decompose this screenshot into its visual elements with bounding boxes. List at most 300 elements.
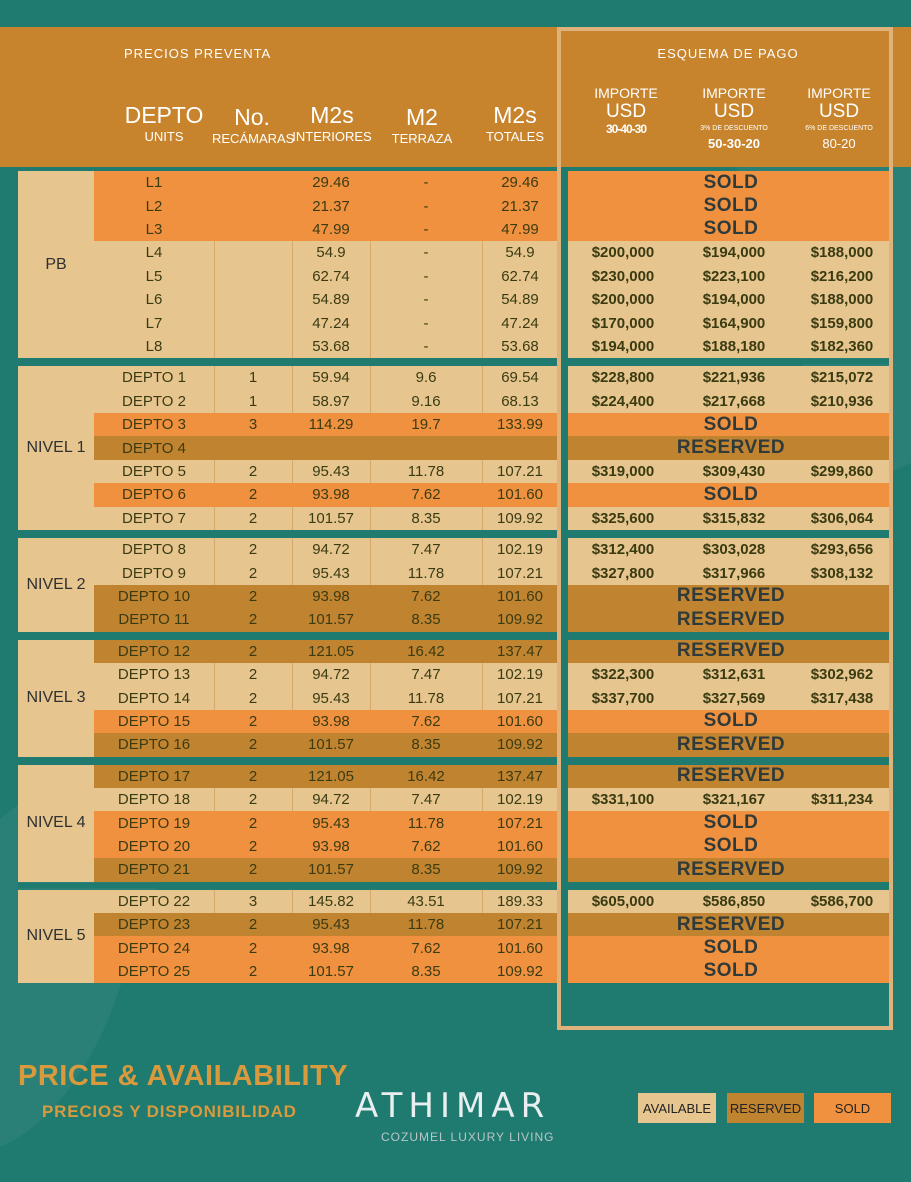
interior-m2: 29.46 <box>312 174 350 192</box>
column-divider <box>482 460 483 483</box>
interior-m2: 93.98 <box>312 837 350 855</box>
terrace-m2: - <box>423 197 429 215</box>
interior-m2: 101.57 <box>308 509 354 527</box>
column-divider <box>214 335 215 358</box>
price-30-40-30: $322,300 <box>591 666 655 684</box>
bedrooms-count: 1 <box>248 392 258 410</box>
col-p2-mid: USD <box>713 101 755 122</box>
bedrooms-count <box>214 241 292 264</box>
interior-m2: 95.43 <box>312 916 350 934</box>
bedrooms-count: 2 <box>248 791 258 809</box>
table-row <box>18 890 892 913</box>
level-label: NIVEL 1 <box>18 366 94 530</box>
price-50-30-20: $194,000 <box>702 291 766 309</box>
unit-name: DEPTO 15 <box>117 712 191 730</box>
total-m2: 21.37 <box>501 197 539 215</box>
terrace-m2: 11.78 <box>407 564 445 582</box>
status-label: SOLD <box>703 937 759 959</box>
total-m2: 54.9 <box>505 244 535 262</box>
table-row <box>18 733 892 756</box>
interior-m2: 145.82 <box>308 892 354 910</box>
unit-name: L1 <box>145 174 163 192</box>
price-50-30-20: $309,430 <box>702 462 766 480</box>
terrace-m2: 7.47 <box>411 666 441 684</box>
column-divider <box>370 686 371 709</box>
interior-m2: 94.72 <box>312 791 350 809</box>
unit-name: DEPTO 20 <box>117 837 191 855</box>
total-m2 <box>482 436 558 459</box>
status-label: RESERVED <box>676 640 786 662</box>
interior-m2: 62.74 <box>312 267 350 285</box>
interior-m2: 54.89 <box>312 291 350 309</box>
legend-reserved: RESERVED <box>727 1093 804 1123</box>
interior-m2 <box>292 436 370 459</box>
total-m2: 101.60 <box>497 587 543 605</box>
price-30-40-30: $200,000 <box>591 291 655 309</box>
total-m2: 109.92 <box>497 861 543 879</box>
interior-m2: 93.98 <box>312 486 350 504</box>
table-row <box>18 765 892 788</box>
terrace-m2: 19.7 <box>411 416 441 434</box>
price-availability-title: PRICE & AVAILABILITY <box>18 1060 349 1092</box>
table-row <box>18 538 892 561</box>
athimar-tagline: COZUMEL LUXURY LIVING <box>381 1130 555 1144</box>
column-divider <box>214 663 215 686</box>
total-m2: 102.19 <box>497 666 543 684</box>
column-divider <box>370 890 371 913</box>
col-ter-sub: TERRAZA <box>391 131 453 146</box>
price-80-20: $586,700 <box>810 892 874 910</box>
total-m2: 47.24 <box>501 314 539 332</box>
terrace-m2: 8.35 <box>411 509 441 527</box>
price-80-20: $210,936 <box>810 392 874 410</box>
table-row <box>18 710 892 733</box>
bedrooms-count <box>214 171 292 194</box>
total-m2: 102.19 <box>497 791 543 809</box>
total-m2: 68.13 <box>501 392 539 410</box>
price-50-30-20: $221,936 <box>702 369 766 387</box>
interior-m2: 95.43 <box>312 689 350 707</box>
price-30-40-30: $194,000 <box>591 337 655 355</box>
level-label: NIVEL 3 <box>18 640 94 757</box>
terrace-m2: 8.35 <box>411 736 441 754</box>
terrace-m2: 7.62 <box>411 486 441 504</box>
column-divider <box>482 390 483 413</box>
total-m2: 101.60 <box>497 837 543 855</box>
price-80-20: $182,360 <box>810 337 874 355</box>
unit-name: DEPTO 14 <box>117 689 191 707</box>
unit-name: DEPTO 17 <box>117 767 191 785</box>
price-50-30-20: $327,569 <box>702 689 766 707</box>
column-divider <box>370 538 371 561</box>
bedrooms-count: 2 <box>248 689 258 707</box>
interior-m2: 59.94 <box>312 369 350 387</box>
bedrooms-count: 2 <box>248 939 258 957</box>
column-divider <box>482 686 483 709</box>
terrace-m2: - <box>423 314 429 332</box>
interior-m2: 47.24 <box>312 314 350 332</box>
table-row <box>18 460 892 483</box>
legend-sold: SOLD <box>814 1093 891 1123</box>
table-row <box>18 788 892 811</box>
terrace-m2: 8.35 <box>411 962 441 980</box>
level-label: PB <box>18 171 94 358</box>
total-m2: 101.60 <box>497 486 543 504</box>
status-label: RESERVED <box>676 913 786 935</box>
column-divider <box>292 241 293 264</box>
status-label: SOLD <box>703 483 759 505</box>
interior-m2: 58.97 <box>312 392 350 410</box>
bedrooms-count <box>214 335 292 358</box>
bedrooms-count <box>214 288 292 311</box>
price-80-20: $308,132 <box>810 564 874 582</box>
terrace-m2: - <box>423 174 429 192</box>
interior-m2: 101.57 <box>308 962 354 980</box>
column-divider <box>292 311 293 334</box>
column-divider <box>370 390 371 413</box>
price-50-30-20: $312,631 <box>702 666 766 684</box>
status-label: SOLD <box>703 960 759 982</box>
total-m2: 101.60 <box>497 939 543 957</box>
precios-disponibilidad-subtitle: PRECIOS Y DISPONIBILIDAD <box>42 1102 297 1121</box>
status-label: RESERVED <box>676 858 786 880</box>
total-m2: 47.99 <box>501 220 539 238</box>
terrace-m2: 16.42 <box>407 767 445 785</box>
price-30-40-30: $327,800 <box>591 564 655 582</box>
table-row <box>18 413 892 436</box>
level-separator <box>18 883 892 888</box>
total-m2: 54.89 <box>501 291 539 309</box>
table-row <box>18 390 892 413</box>
table-row <box>18 936 892 959</box>
terrace-m2: 7.47 <box>411 541 441 559</box>
column-divider <box>292 366 293 389</box>
table-row <box>18 366 892 389</box>
col-p3-top: IMPORTE <box>807 85 871 101</box>
unit-name: DEPTO 2 <box>122 392 186 410</box>
col-p3-mid: USD <box>818 101 860 122</box>
unit-name: DEPTO 8 <box>122 541 186 559</box>
interior-m2: 53.68 <box>312 337 350 355</box>
bedrooms-count: 2 <box>248 462 258 480</box>
terrace-m2: 8.35 <box>411 861 441 879</box>
column-divider <box>292 507 293 530</box>
unit-name: DEPTO 18 <box>117 791 191 809</box>
total-m2: 53.68 <box>501 337 539 355</box>
column-divider <box>292 890 293 913</box>
interior-m2: 47.99 <box>312 220 350 238</box>
price-80-20: $188,000 <box>810 291 874 309</box>
terrace-m2: - <box>423 267 429 285</box>
price-50-30-20: $317,966 <box>702 564 766 582</box>
price-80-20: $317,438 <box>810 689 874 707</box>
column-divider <box>370 265 371 288</box>
column-divider <box>482 366 483 389</box>
column-divider <box>214 561 215 584</box>
table-row <box>18 960 892 983</box>
interior-m2: 54.9 <box>316 244 346 262</box>
col-rec-header <box>212 104 295 146</box>
bedrooms-count: 2 <box>248 736 258 754</box>
terrace-m2: - <box>423 291 429 309</box>
interior-m2: 95.43 <box>312 462 350 480</box>
unit-name: DEPTO 4 <box>122 439 186 457</box>
price-80-20: $188,000 <box>810 244 874 262</box>
total-m2: 137.47 <box>497 767 543 785</box>
price-50-30-20: $223,100 <box>702 267 766 285</box>
col-p3-discount: 6% DE DESCUENTO <box>805 125 873 132</box>
table-row <box>18 686 892 709</box>
esquema-de-pago-label: ESQUEMA DE PAGO <box>657 46 799 61</box>
table-row <box>18 311 892 334</box>
terrace-m2 <box>370 436 482 459</box>
price-80-20: $306,064 <box>810 509 874 527</box>
unit-name: DEPTO 16 <box>117 736 191 754</box>
price-50-30-20: $321,167 <box>702 791 766 809</box>
bedrooms-count: 1 <box>248 369 258 387</box>
total-m2: 109.92 <box>497 962 543 980</box>
top-band <box>0 0 911 27</box>
column-divider <box>482 288 483 311</box>
col-rec-sub: RECÁMARAS <box>212 131 295 146</box>
table-row <box>18 218 892 241</box>
column-divider <box>482 335 483 358</box>
column-divider <box>214 241 215 264</box>
column-divider <box>482 265 483 288</box>
unit-name: L6 <box>145 291 163 309</box>
price-30-40-30: $200,000 <box>591 244 655 262</box>
column-divider <box>370 507 371 530</box>
bedrooms-count: 2 <box>248 666 258 684</box>
unit-name: DEPTO 9 <box>122 564 186 582</box>
unit-name: L3 <box>145 220 163 238</box>
terrace-m2: 11.78 <box>407 916 445 934</box>
unit-name: DEPTO 3 <box>122 416 186 434</box>
terrace-m2: 9.16 <box>411 392 441 410</box>
column-divider <box>370 663 371 686</box>
price-30-40-30: $224,400 <box>591 392 655 410</box>
bedrooms-count: 2 <box>248 541 258 559</box>
interior-m2: 93.98 <box>312 587 350 605</box>
col-p3-header <box>792 86 886 150</box>
column-divider <box>214 265 215 288</box>
terrace-m2: 11.78 <box>407 689 445 707</box>
price-80-20: $159,800 <box>810 314 874 332</box>
unit-name: DEPTO 21 <box>117 861 191 879</box>
bedrooms-count <box>214 218 292 241</box>
total-m2: 107.21 <box>497 462 543 480</box>
unit-name: L2 <box>145 197 163 215</box>
price-30-40-30: $230,000 <box>591 267 655 285</box>
interior-m2: 101.57 <box>308 736 354 754</box>
column-divider <box>214 366 215 389</box>
col-p1-plan: 30-40-30 <box>605 122 647 136</box>
price-50-30-20: $217,668 <box>702 392 766 410</box>
total-m2: 109.92 <box>497 611 543 629</box>
col-p2-top: IMPORTE <box>702 85 766 101</box>
column-divider <box>482 507 483 530</box>
unit-name: L8 <box>145 337 163 355</box>
column-divider <box>292 538 293 561</box>
col-rec-title: No. <box>234 104 270 130</box>
column-divider <box>482 788 483 811</box>
column-divider <box>214 538 215 561</box>
total-m2: 133.99 <box>497 416 543 434</box>
total-m2: 109.92 <box>497 509 543 527</box>
price-50-30-20: $194,000 <box>702 244 766 262</box>
table-row <box>18 507 892 530</box>
unit-name: DEPTO 1 <box>122 369 186 387</box>
total-m2: 107.21 <box>497 814 543 832</box>
price-30-40-30: $325,600 <box>591 509 655 527</box>
interior-m2: 93.98 <box>312 939 350 957</box>
bedrooms-count: 2 <box>248 587 258 605</box>
price-50-30-20: $164,900 <box>702 314 766 332</box>
price-80-20: $216,200 <box>810 267 874 285</box>
terrace-m2: 7.62 <box>411 587 441 605</box>
table-row <box>18 640 892 663</box>
price-30-40-30: $331,100 <box>591 791 655 809</box>
unit-name: L4 <box>145 244 163 262</box>
table-row <box>18 265 892 288</box>
column-divider <box>214 788 215 811</box>
unit-name: DEPTO 19 <box>117 814 191 832</box>
interior-m2: 114.29 <box>308 416 354 434</box>
table-row <box>18 608 892 631</box>
athimar-logo: ATHIMAR <box>355 1086 551 1126</box>
bedrooms-count: 2 <box>248 564 258 582</box>
col-tot-header <box>478 104 552 143</box>
column-divider <box>214 890 215 913</box>
legend-available: AVAILABLE <box>638 1093 716 1123</box>
interior-m2: 21.37 <box>312 197 350 215</box>
unit-name: DEPTO 22 <box>117 892 191 910</box>
terrace-m2: 43.51 <box>407 892 445 910</box>
bedrooms-count: 3 <box>248 892 258 910</box>
bedrooms-count: 2 <box>248 916 258 934</box>
price-80-20: $311,234 <box>811 791 873 809</box>
bedrooms-count: 2 <box>248 767 258 785</box>
terrace-m2: 7.62 <box>411 939 441 957</box>
col-int-title: M2s <box>310 102 354 128</box>
column-divider <box>370 241 371 264</box>
unit-name: DEPTO 25 <box>117 962 191 980</box>
status-label: RESERVED <box>676 733 786 755</box>
column-divider <box>482 561 483 584</box>
table-row <box>18 288 892 311</box>
column-divider <box>292 265 293 288</box>
col-p3-plan: 80-20 <box>822 136 856 151</box>
level-label: NIVEL 5 <box>18 890 94 984</box>
status-label: SOLD <box>703 218 759 240</box>
unit-name: L7 <box>145 314 163 332</box>
level-separator <box>18 359 892 364</box>
price-30-40-30: $228,800 <box>591 369 655 387</box>
total-m2: 62.74 <box>501 267 539 285</box>
interior-m2: 94.72 <box>312 666 350 684</box>
terrace-m2: - <box>423 220 429 238</box>
column-divider <box>292 561 293 584</box>
bedrooms-count: 2 <box>248 642 258 660</box>
price-80-20: $293,656 <box>810 541 874 559</box>
column-divider <box>482 890 483 913</box>
unit-name: DEPTO 24 <box>117 939 191 957</box>
total-m2: 109.92 <box>497 736 543 754</box>
col-depto-title: DEPTO <box>124 102 204 128</box>
column-divider <box>370 366 371 389</box>
column-divider <box>292 686 293 709</box>
terrace-m2: 7.62 <box>411 837 441 855</box>
col-tot-title: M2s <box>493 102 537 128</box>
bedrooms-count: 2 <box>248 611 258 629</box>
col-p1-top: IMPORTE <box>594 85 658 101</box>
col-p2-plan: 50-30-20 <box>707 136 761 151</box>
col-ter-title: M2 <box>406 104 438 130</box>
level-label: NIVEL 4 <box>18 765 94 882</box>
bedrooms-count: 2 <box>248 814 258 832</box>
interior-m2: 95.43 <box>312 814 350 832</box>
bedrooms-count <box>214 265 292 288</box>
column-divider <box>214 311 215 334</box>
terrace-m2: 11.78 <box>407 814 445 832</box>
terrace-m2: 7.62 <box>411 712 441 730</box>
bedrooms-count: 2 <box>248 837 258 855</box>
table-row <box>18 585 892 608</box>
column-divider <box>370 288 371 311</box>
total-m2: 107.21 <box>497 564 543 582</box>
level-separator <box>18 531 892 536</box>
column-divider <box>214 288 215 311</box>
table-row <box>18 335 892 358</box>
bedrooms-count <box>214 311 292 334</box>
column-divider <box>214 686 215 709</box>
price-50-30-20: $188,180 <box>702 337 766 355</box>
column-divider <box>292 288 293 311</box>
table-row <box>18 194 892 217</box>
column-divider <box>292 390 293 413</box>
col-int-sub: INTERIORES <box>292 129 372 144</box>
price-80-20: $299,860 <box>810 462 874 480</box>
bedrooms-count: 2 <box>248 962 258 980</box>
unit-name: DEPTO 6 <box>122 486 186 504</box>
column-divider <box>292 788 293 811</box>
interior-m2: 95.43 <box>312 564 350 582</box>
column-divider <box>292 663 293 686</box>
status-label: SOLD <box>703 413 759 435</box>
level-separator <box>18 633 892 638</box>
bedrooms-count: 2 <box>248 861 258 879</box>
table-row <box>18 913 892 936</box>
bedrooms-count: 2 <box>248 509 258 527</box>
price-30-40-30: $337,700 <box>591 689 655 707</box>
terrace-m2: 9.6 <box>415 369 437 387</box>
precios-preventa-label: PRECIOS PREVENTA <box>124 46 272 61</box>
table-row <box>18 436 892 459</box>
column-divider <box>370 335 371 358</box>
status-label: RESERVED <box>676 437 786 459</box>
status-label: SOLD <box>703 171 759 193</box>
unit-name: DEPTO 11 <box>118 611 190 629</box>
unit-name: DEPTO 7 <box>122 509 186 527</box>
column-divider <box>482 311 483 334</box>
status-label: RESERVED <box>676 585 786 607</box>
terrace-m2: 16.42 <box>407 642 445 660</box>
unit-name: DEPTO 5 <box>122 462 186 480</box>
bedrooms-count: 2 <box>248 712 258 730</box>
price-30-40-30: $319,000 <box>591 462 655 480</box>
col-ter-header <box>382 106 462 145</box>
total-m2: 189.33 <box>497 892 543 910</box>
